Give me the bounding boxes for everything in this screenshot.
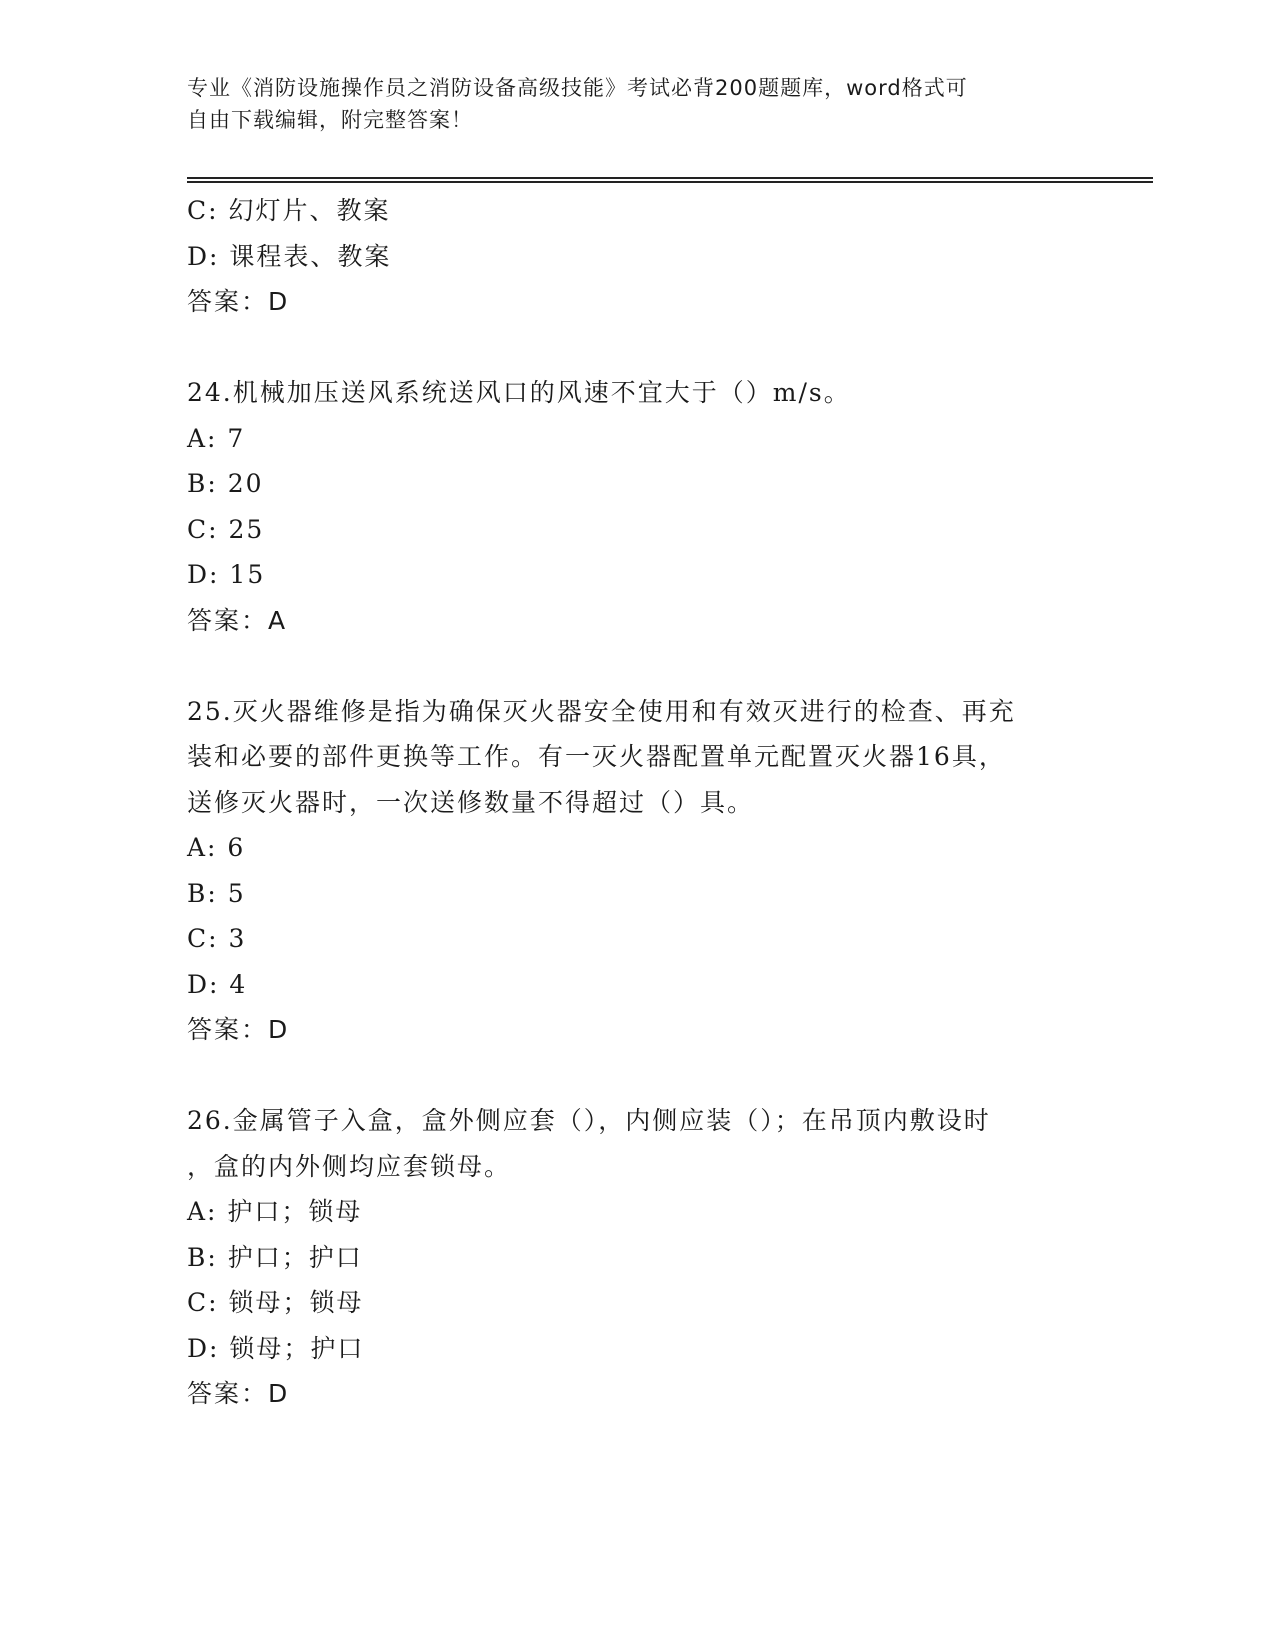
option-c: C: 3 (187, 924, 247, 953)
question-text: 送修灭火器时，一次送修数量不得超过（）具。 (187, 787, 755, 817)
option-d: D: 锁母；护口 (187, 1333, 365, 1363)
answer-label: 答案：D (187, 287, 290, 316)
answer-label: 答案：D (187, 1015, 290, 1044)
option-c: C: 锁母；锁母 (187, 1288, 364, 1317)
option-b: B: 20 (187, 469, 264, 498)
question-text: 24.机械加压送风系统送风口的风速不宜大于（）m/s。 (187, 378, 851, 407)
question-list (187, 188, 1087, 1417)
option-d: D: 4 (187, 969, 248, 999)
question-block-24 (187, 370, 1087, 643)
option-b: B: 护口；护口 (187, 1242, 363, 1272)
spacer (187, 643, 1087, 689)
option-c: C: 25 (187, 514, 265, 544)
header-divider-top (187, 177, 1153, 179)
header-line-1: 专业《消防设施操作员之消防设备高级技能》考试必背200题题库，word格式可 (187, 76, 968, 100)
answer-label: 答案：D (187, 1379, 290, 1408)
option-a: A: 7 (187, 423, 246, 453)
question-text: ，盒的内外侧均应套锁母。 (187, 1151, 512, 1181)
question-block-25 (187, 689, 1087, 1053)
document-header (187, 72, 1067, 136)
question-text: 装和必要的部件更换等工作。有一灭火器配置单元配置灭火器16具， (187, 742, 1006, 771)
question-text: 26.金属管子入盒，盒外侧应套（），内侧应装（）；在吊顶内敷设时 (187, 1106, 991, 1135)
question-block-26 (187, 1098, 1087, 1417)
question-block-23 (187, 188, 1087, 325)
question-text: 25.灭火器维修是指为确保灭火器安全使用和有效灭进行的检查、再充 (187, 696, 1016, 726)
spacer (187, 1053, 1087, 1099)
option-d: D: 15 (187, 560, 266, 589)
header-divider-bottom (187, 181, 1153, 183)
option-b: B: 5 (187, 878, 246, 908)
option-a: A: 护口；锁母 (187, 1197, 363, 1226)
option-c: C: 幻灯片、教案 (187, 196, 391, 225)
option-a: A: 6 (187, 833, 246, 862)
answer-label: 答案：A (187, 605, 288, 635)
spacer (187, 325, 1087, 371)
header-line-2: 自由下载编辑，附完整答案！ (187, 108, 473, 132)
option-d: D: 课程表、教案 (187, 241, 392, 271)
